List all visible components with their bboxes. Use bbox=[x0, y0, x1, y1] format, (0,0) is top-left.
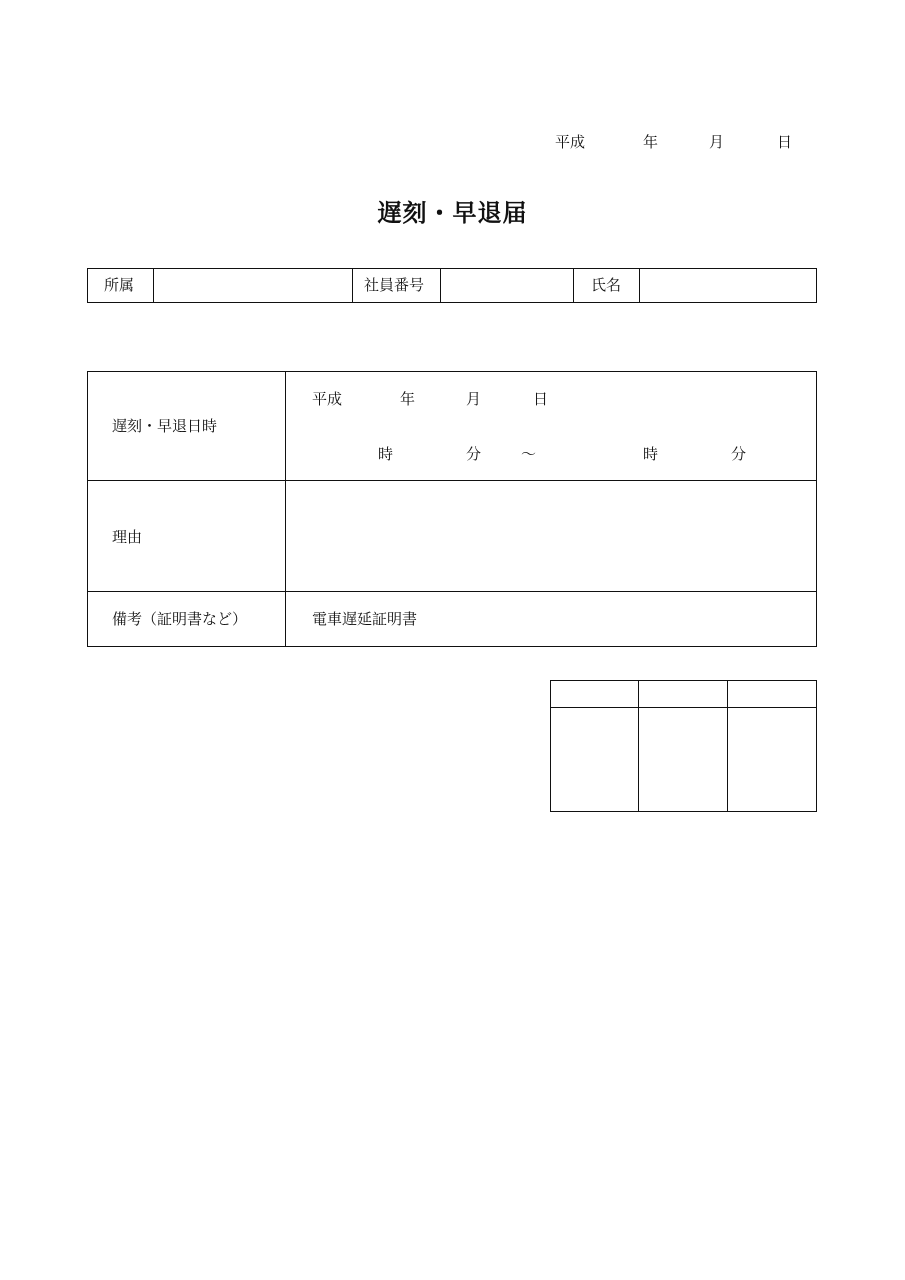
affiliation-label: 所属 bbox=[104, 276, 135, 294]
page-title: 遅刻・早退届 bbox=[377, 199, 528, 227]
divider bbox=[153, 268, 154, 303]
divider bbox=[352, 268, 353, 303]
time-hour-start: 時 bbox=[378, 445, 394, 463]
divider bbox=[638, 680, 639, 812]
date-year: 年 bbox=[400, 390, 416, 408]
divider bbox=[285, 371, 286, 647]
date-era: 平成 bbox=[312, 390, 343, 408]
affiliation-field[interactable] bbox=[155, 270, 351, 301]
remarks-value: 電車遅延証明書 bbox=[312, 610, 418, 628]
name-label: 氏名 bbox=[591, 276, 622, 294]
divider bbox=[550, 707, 817, 708]
divider bbox=[639, 268, 640, 303]
stamp-box-2[interactable] bbox=[640, 709, 726, 810]
employee-no-label: 社員番号 bbox=[364, 276, 425, 294]
employee-no-field[interactable] bbox=[442, 270, 572, 301]
header-date-day: 日 bbox=[777, 133, 793, 151]
header-date-month: 月 bbox=[709, 133, 725, 151]
divider bbox=[573, 268, 574, 303]
reason-field[interactable] bbox=[287, 482, 815, 590]
name-field[interactable] bbox=[641, 270, 815, 301]
reason-label: 理由 bbox=[112, 528, 143, 546]
date-day: 日 bbox=[533, 390, 549, 408]
divider bbox=[87, 591, 817, 592]
header-date-year: 年 bbox=[643, 133, 659, 151]
time-range-tilde: 〜 bbox=[521, 445, 537, 463]
datetime-label: 遅刻・早退日時 bbox=[112, 417, 218, 435]
divider bbox=[727, 680, 728, 812]
time-minute-start: 分 bbox=[466, 445, 482, 463]
time-minute-end: 分 bbox=[731, 445, 747, 463]
divider bbox=[440, 268, 441, 303]
header-date-era: 平成 bbox=[555, 133, 586, 151]
divider bbox=[87, 480, 817, 481]
date-month: 月 bbox=[466, 390, 482, 408]
stamp-box-1[interactable] bbox=[552, 709, 637, 810]
stamp-box-3[interactable] bbox=[729, 709, 815, 810]
time-hour-end: 時 bbox=[643, 445, 659, 463]
remarks-label: 備考（証明書など） bbox=[112, 610, 248, 628]
